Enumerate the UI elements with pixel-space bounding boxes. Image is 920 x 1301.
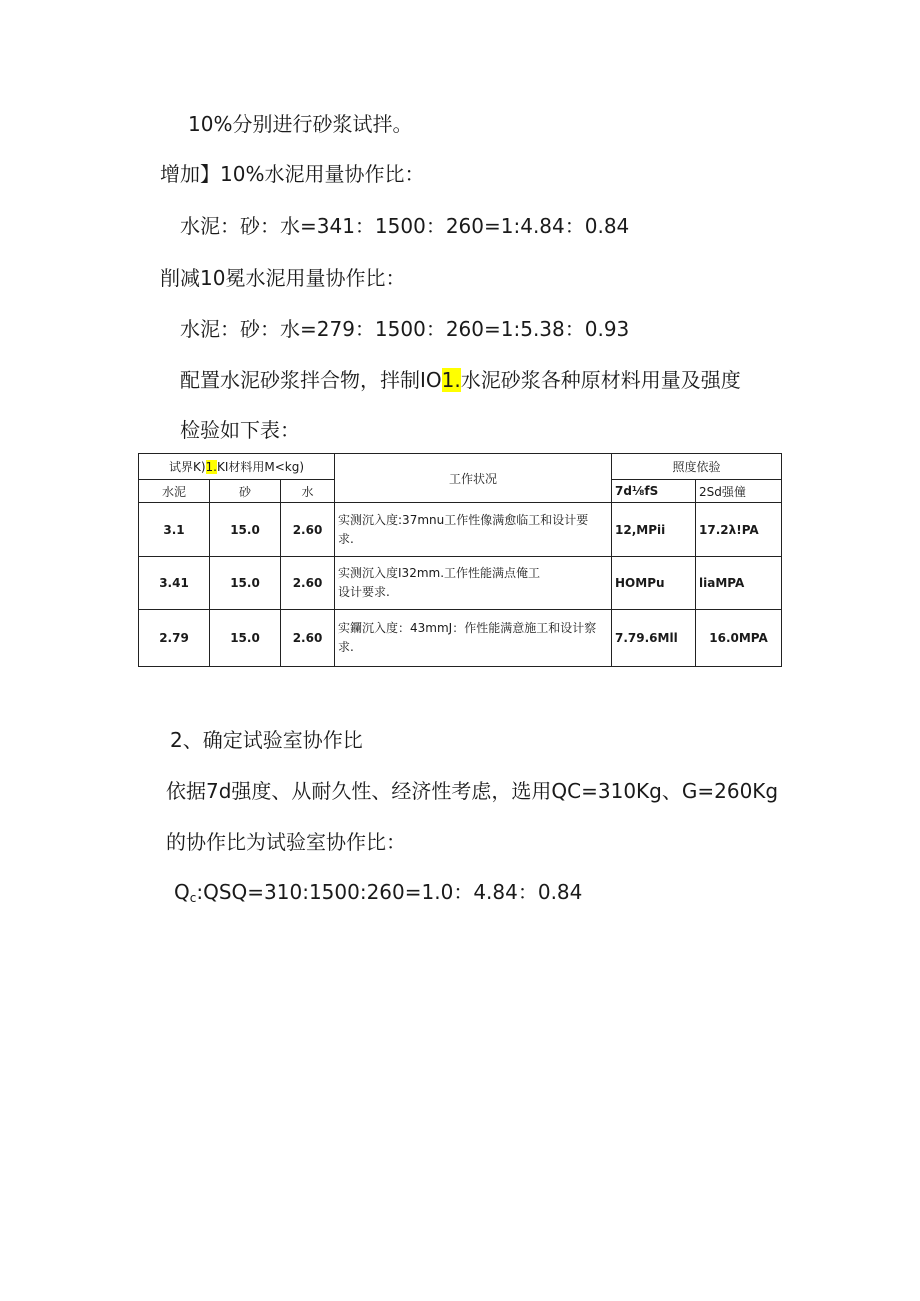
header-materials: 试界K)1.KI材料用M<kg) bbox=[139, 454, 335, 480]
paragraph-increase-ratio-title: 增加】10%水泥用量协作比： bbox=[160, 162, 425, 186]
cell-work-condition: 实鑭沉入度：43mmJ：作性能满意施工和设计察 求. bbox=[335, 610, 612, 667]
subheader-sand: 砂 bbox=[210, 480, 281, 503]
cell-cement: 2.79 bbox=[139, 610, 210, 667]
cell-28d-strength: liaMPA bbox=[696, 557, 782, 610]
formula-lab-ratio: $Q_c:QSQ=310:1500:260=1.0$：4.84：0.84 bbox=[174, 880, 583, 905]
mixing-text-b: 水泥砂浆各种原材料用量及强度 bbox=[460, 368, 741, 392]
paragraph-table-intro: 检验如下表： bbox=[180, 418, 300, 442]
cell-7d-strength: 7.79.6Mll bbox=[612, 610, 696, 667]
cell-28d-strength: 17.2λ!PA bbox=[696, 503, 782, 557]
table-row bbox=[139, 503, 782, 557]
table-row bbox=[139, 557, 782, 610]
cell-work-condition: 实测沉入度I32mm.工作性能满点俺工 设计要求. bbox=[335, 557, 612, 610]
highlighted-text: 1. bbox=[441, 368, 461, 392]
mixing-text-a: 配置水泥砂浆拌合物，拌制IO bbox=[180, 368, 442, 392]
subheader-28d-strength: 2Sd强僮 bbox=[696, 480, 782, 503]
cell-sand: 15.0 bbox=[210, 610, 281, 667]
cell-water: 2.60 bbox=[281, 557, 335, 610]
formula-increase-ratio: 水泥：砂：水=341：1500：260=1:4.84：0.84 bbox=[180, 214, 630, 238]
cell-7d-strength: HOMPu bbox=[612, 557, 696, 610]
paragraph-selection-basis: 依据7d强度、从耐久性、经济性考虑，选用QC=310Kg、G=260Kg bbox=[166, 779, 779, 803]
cell-7d-strength: 12,MPii bbox=[612, 503, 696, 557]
paragraph-decrease-ratio-title: 削减10冕水泥用量协作比： bbox=[160, 266, 406, 290]
cell-cement: 3.1 bbox=[139, 503, 210, 557]
subheader-7d-strength: 7d⅛fS bbox=[612, 480, 696, 503]
cell-sand: 15.0 bbox=[210, 557, 281, 610]
cell-water: 2.60 bbox=[281, 503, 335, 557]
formula-decrease-ratio: 水泥：砂：水=279：1500：260=1:5.38：0.93 bbox=[180, 317, 630, 341]
subheader-cement: 水泥 bbox=[139, 480, 210, 503]
section-heading-lab-ratio: 2、确定试验室协作比 bbox=[170, 728, 363, 752]
table-row bbox=[139, 610, 782, 667]
paragraph-lab-ratio-intro: 的协作比为试验室协作比： bbox=[166, 830, 406, 854]
paragraph-trial-10-percent: 10%分别进行砂浆试拌。 bbox=[188, 112, 413, 136]
cell-water: 2.60 bbox=[281, 610, 335, 667]
header-work-condition: 工作状况 bbox=[335, 454, 612, 503]
header-strength-test: 照度依验 bbox=[612, 454, 782, 480]
cell-28d-strength: 16.0MPA bbox=[696, 610, 782, 667]
cell-sand: 15.0 bbox=[210, 503, 281, 557]
cell-cement: 3.41 bbox=[139, 557, 210, 610]
trial-mix-table bbox=[138, 453, 782, 667]
subheader-water: 水 bbox=[281, 480, 335, 503]
cell-work-condition: 实测沉入度:37mnu工作性像满愈临工和设计要 求. bbox=[335, 503, 612, 557]
paragraph-mixing-description bbox=[180, 368, 741, 392]
